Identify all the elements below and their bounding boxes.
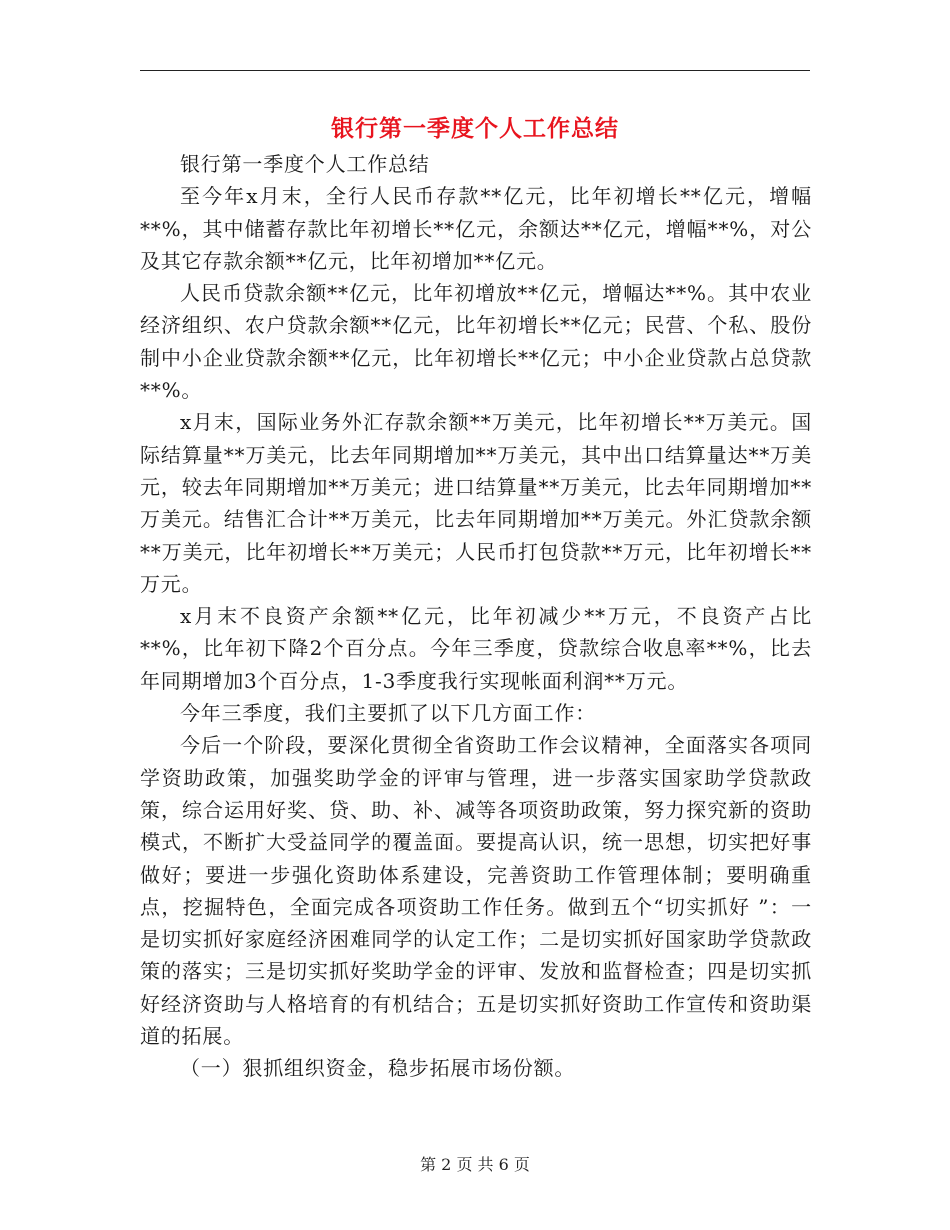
page-number: 第 2 页 共 6 页 [420,1155,530,1174]
paragraph: 人民币贷款余额**亿元，比年初增放**亿元，增幅达**%。其中农业经济组织、农户贷款余额**亿元，比年初增长**亿元；民营、个私、股份制中小企业贷款余额**亿元，比年初增长**亿元；中小企业贷款占总贷款**%。 [140,281,812,403]
paragraph: 银行第一季度个人工作总结 [180,152,430,176]
paragraph: 今年三季度，我们主要抓了以下几方面工作： [180,701,596,726]
header-rule [140,70,810,71]
document-body [140,148,812,1085]
paragraph: x月末不良资产余额**亿元，比年初减少**万元，不良资产占比**%，比年初下降2个百分点。今年三季度，贷款综合收息率**%，比去年同期增加3个百分点，1-3季度我行实现帐面利润**万元。 [140,604,812,693]
paragraph: 今后一个阶段，要深化贯彻全省资助工作会议精神，全面落实各项同学资助政策，加强奖助学金的评审与管理，进一步落实国家助学贷款政策，综合运用好奖、贷、助、补、减等各项资助政策，努力探究新的资助模式，不断扩大受益同学的覆盖面。要提高认识，统一思想，切实把好事做好；要进一步强化资助体系建设，完善资助工作管理体制；要明确重点，挖掘特色，全面完成各项资助工作任务。做到五个“切实抓好 ”：一是切实抓好家庭经济困难同学的认定工作；二是切实抓好国家助学贷款政策的落实；三是切实抓好奖助学金的评审、发放和监督检查；四是切实抓好经济资助与人格培育的有机结合；五是切实抓好资助工作宣传和资助渠道的拓展。 [140,733,812,1049]
page-footer [0,1152,950,1175]
paragraph: x月末，国际业务外汇存款余额**万美元，比年初增长**万美元。国际结算量**万美元，比去年同期增加**万美元，其中出口结算量达**万美元，较去年同期增加**万美元；进口结算量**万美元，比去年同期增加**万美元。结售汇合计**万美元，比去年同期增加**万美元。外汇贷款余额**万美元，比年初增长**万美元；人民币打包贷款**万元，比年初增长**万元。 [140,410,812,596]
paragraph: 至今年x月末，全行人民币存款**亿元，比年初增长**亿元，增幅**%，其中储蓄存款比年初增长**亿元，余额达**亿元，增幅**%，对公及其它存款余额**亿元，比年初增加**亿元。 [140,184,812,273]
document-title: 银行第一季度个人工作总结 [331,116,619,142]
paragraph: （一）狠抓组织资金，稳步拓展市场份额。 [180,1056,576,1081]
